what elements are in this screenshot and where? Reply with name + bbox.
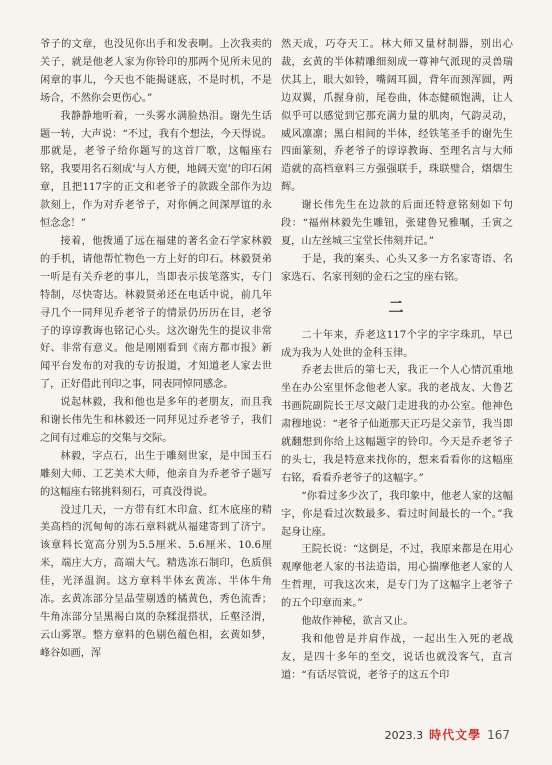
right-column [281,36,513,685]
issue-date: 2023.3 [384,729,424,742]
section-number: 二 [388,297,406,316]
paragraph: “你看过多少次了，我印象中，他老人家的这幅字，你是看过次数最多、看过时间最长的一个。”我起身让座。 [281,490,513,538]
paragraph: 接着，他拨通了远在福建的著名金石学家林毅的手机，请他帮忙物色一方上好的印石。林毅贤弟一听是有关乔老的事儿，当即表示拔笔落实，专门特制，尽快寄达。林毅贤弟还在电话中说，前几年寻几个一同拜见乔老爷子的情景仍历历在目，老爷子的谆谆教诲也铭记心头。这次谢先生的提议非常好、非常有意义。他是刚刚看到《南方都市报》新闻平台发布的对我的专访报道，才知道老人家去世了，正好借此刊印之事，同表同悼同感念。 [40,235,272,391]
paragraph: 爷子的文章，也没见你出手和发表啊。上次我卖的关子，就是他老人家为你铃印的那两个见所未见的闲章的事儿，今天也不能揭谜底，不是时机，不是场合，不然你会更伤心。” [40,39,272,104]
paragraph: 我和他曾是并肩作战，一起出生入死的老战友，是四十多年的至交，说话也就没客气，直言道：“有话尽管说，老爷子的这五个印 [281,634,513,681]
paragraph: 林毅，字点石，出生于雕刻世家，是中国玉石雕刻大师、工艺美术大师，他亲自为乔老爷子题写的这幅座右铭挑料刻石，可真没得说。 [40,450,272,498]
paragraph: 谢长伟先生在边款的后面还特意铭刻如下句段：“福州林毅先生雕钮，张建鲁兄雅嘱，壬寅之夏，山左丝城三宝堂长伟刻并记。” [281,200,513,247]
paragraph: 说起林毅，我和他也是多年的老朋友，而且我和谢长伟先生和林毅还一同拜见过乔老爷子，我们之间有过难忘的交集与交际。 [40,397,272,444]
page-number: 167 [487,728,510,742]
paragraph: 然天成，巧夺天工。林大师又量材制器，别出心裁，玄黄的半体精雕细刻成一尊神气派现的灵兽瑞伏其上，眼大如铃，嘴阔耳圆，背年而颈浑圆，两边双翼，爪握身前，尾卷曲，体态健硕饱满，让人似乎可以感觉到它那充满力量的肌肉，气韵灵动，威风凛凛；黑白相间的半体，经铁笔圣手的谢先生四面篆刻，乔老爷子的谆谆教诲、至理名言与大师造就的高档章料三方强强联手，珠联璧合，熠熠生辉。 [281,39,513,194]
paragraph: 王院长说：“这倒是，不过，我原来都是在用心观摩他老人家的书法造诣，用心揣摩他老人家的人生哲理，可我这次来，是专门为了这幅字上老爷子的五个印章而来。” [281,544,513,610]
left-column [40,36,272,663]
paragraph: 他故作神秘，欲言又止。 [301,616,414,628]
paragraph: 我静静地听着，一头雾水满脸热泪。谢先生话题一转，大声说：“不过，我有个想法，今天得说。那就是，老爷子给你题写的这首厂歌，这幅座右铭，我要用名石刻成‘与人方便，地阔天宽’的印石闲章，且把117字的正文和老爷子的款跋全部作为边款刻上，作为对乔老爷子，对你俩之间深厚谊的永恒念念！” [40,110,272,230]
paragraph: 没过几天，一方带有红木印盒、红木底座的精美高档的沉甸甸的冻石章料就从福建寄到了济宁。该章料长宽高分别为5.5厘米、5.6厘米、10.6厘米，端庄大方，高端大气。精选冻石制印，色质俱佳，光泽温润。这方章料半体玄黄冻、半体牛角冻。玄黄冻部分呈晶莹剔透的橘黄色，秀色流香；牛角冻部分呈黑褐白岚的杂糅混搭状，丘壑泾渭，云山雾罩。整方章料的色剔色蕴色相，玄黄如梦，峰谷如画，浑 [40,504,272,659]
paragraph: 二十年来，乔老这117个字的字字珠玑，早已成为我为人处世的金科玉律。 [281,329,513,359]
paragraph: 于是，我的案头、心头又多一方名家寄语、名家选石、名家刊刻的金石之宝的座右铭。 [281,253,513,283]
paragraph: 乔老去世后的第七天，我正一个人心情沉重地坐在办公室里怀念他老人家。我的老战友、大鲁艺书画院副院长王尽文敲门走进我的办公室。他神色肃穆地说：“老爷子仙逝那天正巧是父亲节，我当即就翻想到你给上这幅题字的铃印。今天是乔老爷子的头七，我是特意来找你的，想来看看你的这幅座右铭，看看乔老爷子的这幅字。” [281,365,513,484]
magazine-name: 時代文學 [429,728,482,742]
page-footer [385,726,510,743]
